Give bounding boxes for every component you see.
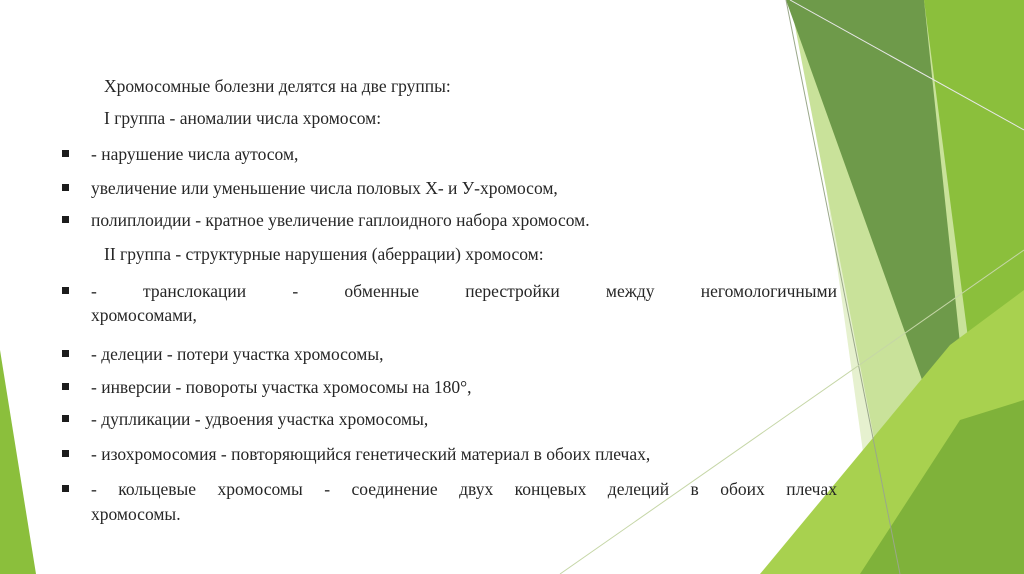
bullet-icon [62, 150, 69, 157]
group2-item: - изохромосомия - повторяющийся генетический материал в обоих плечах, [91, 444, 651, 464]
bullet-icon [62, 287, 69, 294]
group2-heading: II группа - структурные нарушения (аберрации) хромосом: [104, 244, 544, 264]
group1-item: увеличение или уменьшение числа половых Х- и У-хромосом, [91, 178, 558, 198]
group2-item: - транслокации - обменные перестройки между негомологичными [91, 281, 837, 301]
group2-item-continuation: хромосомы. [91, 504, 181, 524]
group1-heading: I группа - аномалии числа хромосом: [104, 108, 382, 128]
group2-item: - кольцевые хромосомы - соединение двух концевых делеций в обоих плечах [91, 479, 837, 499]
bullet-icon [62, 383, 69, 390]
group2-item: - дупликации - удвоения участка хромосомы, [91, 409, 429, 429]
bullet-icon [62, 184, 69, 191]
group2-item: - инверсии - повороты участка хромосомы на 180°, [91, 377, 472, 397]
bullet-icon [62, 485, 69, 492]
bullet-icon [62, 216, 69, 223]
intro-text: Хромосомные болезни делятся на две группы: [104, 76, 451, 96]
group1-item: полиплоидии - кратное увеличение гаплоидного набора хромосом. [91, 210, 590, 230]
bullet-icon [62, 350, 69, 357]
bullet-icon [62, 415, 69, 422]
group2-item-continuation: хромосомами, [91, 305, 197, 325]
group1-item: - нарушение числа аутосом, [91, 144, 299, 164]
group2-item: - делеции - потери участка хромосомы, [91, 344, 384, 364]
bullet-icon [62, 450, 69, 457]
